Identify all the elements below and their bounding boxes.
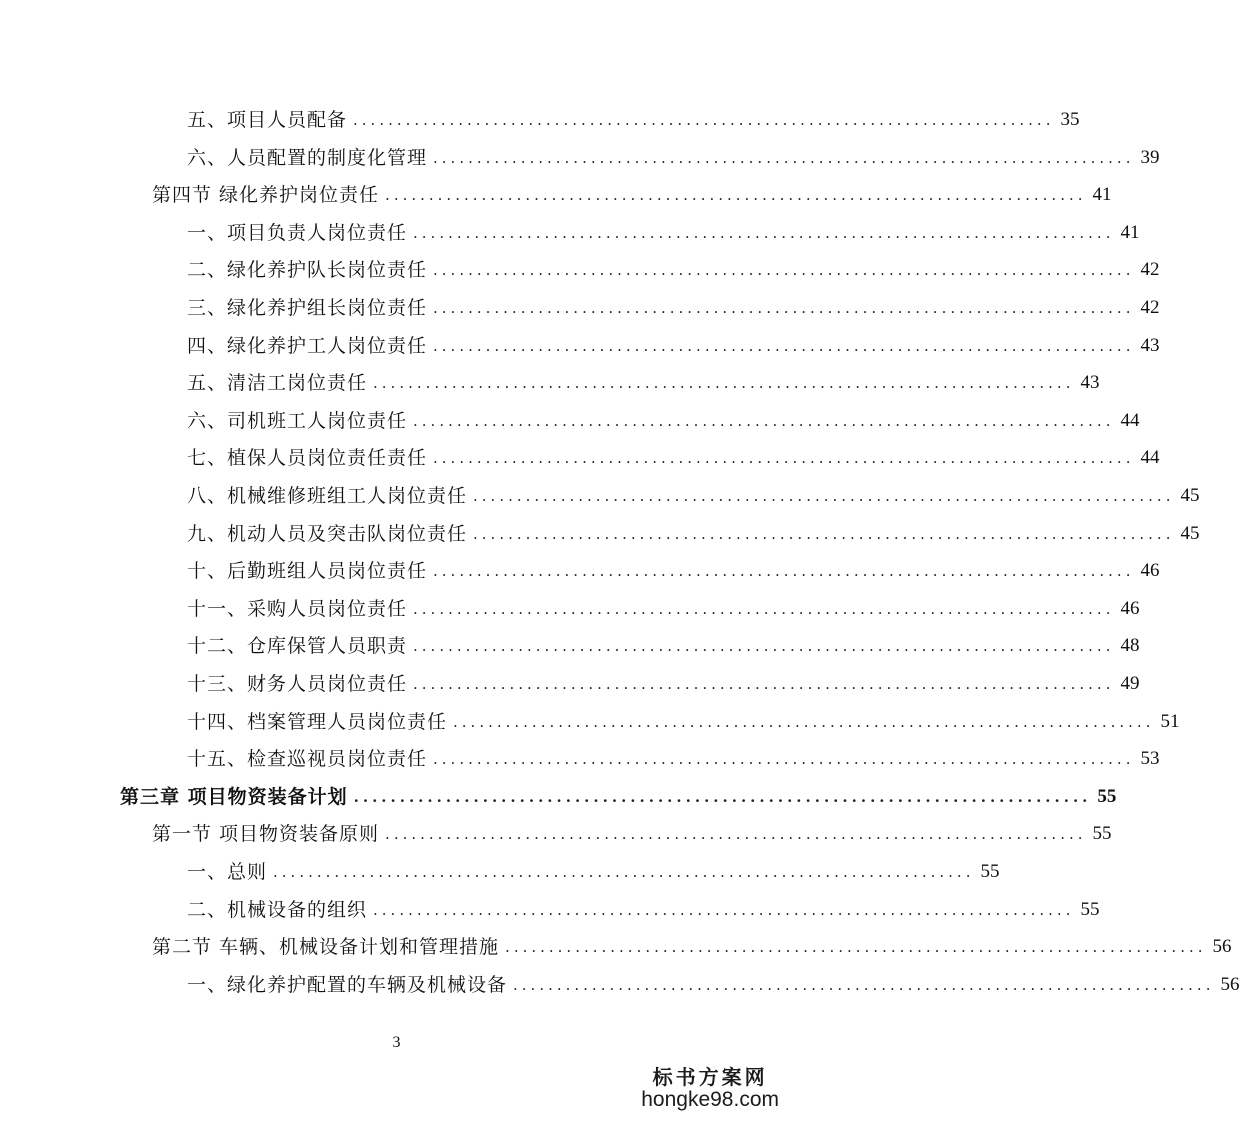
toc-entry-title: 二、机械设备的组织 — [187, 898, 368, 921]
toc-entry-title: 十五、检查巡视员岗位责任 — [187, 748, 428, 771]
toc-leader-dots: ................................................................................ — [513, 975, 1215, 994]
toc-entry-title: 十二、仓库保管人员职责 — [187, 635, 408, 658]
toc-entry-page: 51 — [1160, 710, 1180, 732]
toc-leader-dots: ................................................................................ — [433, 336, 1135, 355]
toc-entry-page: 45 — [1180, 522, 1200, 544]
toc-entry-page: 43 — [1080, 372, 1100, 394]
toc-entry-page: 39 — [1140, 146, 1160, 168]
toc-entry — [152, 819, 1112, 849]
toc-entry — [187, 594, 1140, 624]
toc-entry-title: 五、项目人员配备 — [187, 109, 348, 131]
toc-entry-title: 七、植保人员岗位责任责任 — [187, 447, 428, 470]
toc-leader-dots: ................................................................................ — [413, 675, 1115, 693]
toc-entry-title: 一、绿化养护配置的车辆及机械设备 — [187, 973, 508, 996]
toc-entry-page: 41 — [1092, 184, 1112, 206]
toc-entry — [187, 481, 1200, 511]
toc-entry-title: 第四节 绿化养护岗位责任 — [152, 184, 380, 207]
toc-entry — [187, 744, 1160, 774]
toc-entry-title: 第三章 项目物资装备计划 — [120, 785, 348, 808]
toc-entry-title: 四、绿化养护工人岗位责任 — [187, 334, 428, 357]
toc-entry — [187, 255, 1160, 285]
toc-entry-title: 五、清洁工岗位责任 — [187, 372, 368, 395]
toc-entry — [187, 707, 1180, 737]
toc-entry-page: 48 — [1120, 635, 1140, 657]
toc-entry-page: 44 — [1120, 409, 1140, 431]
toc-entry-page: 46 — [1140, 560, 1160, 582]
toc-entry — [187, 631, 1140, 661]
toc-entry — [187, 406, 1140, 436]
toc-entry-title: 十一、采购人员岗位责任 — [187, 597, 408, 620]
toc-entry — [187, 105, 1080, 135]
toc-leader-dots: ................................................................................ — [473, 524, 1175, 543]
toc-leader-dots: ................................................................................ — [433, 750, 1135, 769]
watermark-url: hongke98.com — [641, 1088, 779, 1111]
toc-leader-dots: ................................................................................ — [433, 299, 1135, 317]
toc-entry — [120, 782, 1117, 812]
toc-entry — [187, 443, 1160, 473]
toc-entry-page: 46 — [1120, 597, 1140, 619]
toc-entry-title: 十三、财务人员岗位责任 — [187, 673, 408, 695]
toc-entry-page: 43 — [1140, 334, 1160, 356]
toc-leader-dots: ................................................................................ — [273, 863, 975, 881]
toc-entry — [187, 218, 1140, 248]
site-watermark — [641, 1066, 779, 1111]
toc-entry-title: 二、绿化养护队长岗位责任 — [187, 259, 428, 282]
page-number: 3 — [392, 1034, 401, 1051]
toc-entry — [152, 180, 1112, 210]
toc-entry-page: 56 — [1220, 973, 1239, 995]
toc-entry-title: 十、后勤班组人员岗位责任 — [187, 560, 428, 583]
toc-entry-title: 一、总则 — [187, 861, 268, 883]
toc-leader-dots: ................................................................................ — [505, 938, 1207, 957]
toc-entry — [152, 932, 1232, 962]
toc-entry-title: 六、司机班工人岗位责任 — [187, 409, 408, 432]
toc-leader-dots: ................................................................................ — [385, 186, 1087, 205]
toc-leader-dots: ................................................................................ — [413, 411, 1115, 430]
toc-entry-page: 42 — [1140, 297, 1160, 318]
toc-leader-dots: ................................................................................ — [433, 148, 1135, 167]
toc-leader-dots: ................................................................................ — [433, 562, 1135, 581]
toc-entry-page: 49 — [1120, 673, 1140, 694]
toc-entry — [187, 895, 1100, 925]
toc-leader-dots: ................................................................................ — [353, 111, 1055, 129]
toc-entry-title: 第二节 车辆、机械设备计划和管理措施 — [152, 936, 500, 959]
toc-entry — [187, 556, 1160, 586]
toc-leader-dots: ................................................................................ — [433, 261, 1135, 280]
toc-entry — [187, 368, 1100, 398]
toc-leader-dots: ................................................................................ — [373, 374, 1075, 393]
toc-entry-page: 35 — [1060, 109, 1080, 130]
toc-entry-title: 第一节 项目物资装备原则 — [152, 823, 380, 846]
toc-entry-title: 三、绿化养护组长岗位责任 — [187, 297, 428, 319]
toc-entry-page: 53 — [1140, 748, 1160, 770]
toc-leader-dots: ................................................................................ — [353, 787, 1092, 806]
toc-entry-title: 八、机械维修班组工人岗位责任 — [187, 485, 468, 507]
toc-entry — [187, 143, 1160, 173]
toc-entry-title: 十四、档案管理人员岗位责任 — [187, 710, 448, 733]
toc-entry — [187, 519, 1200, 549]
toc-leader-dots: ................................................................................ — [413, 223, 1115, 242]
toc-leader-dots: ................................................................................ — [453, 712, 1155, 731]
toc-leader-dots: ................................................................................ — [385, 825, 1087, 844]
toc-leader-dots: ................................................................................ — [373, 900, 1075, 919]
toc-leader-dots: ................................................................................ — [413, 599, 1115, 618]
toc-entry-page: 42 — [1140, 259, 1160, 281]
toc-entry-page: 55 — [1092, 823, 1112, 845]
watermark-title: 标书方案网 — [652, 1065, 768, 1089]
toc-entry — [187, 293, 1160, 323]
toc-leader-dots: ................................................................................ — [433, 449, 1135, 468]
toc-entry-page: 41 — [1120, 221, 1140, 243]
toc-entry — [187, 970, 1239, 1000]
toc-entry-page: 55 — [980, 861, 1000, 882]
toc-entry-page: 55 — [1097, 785, 1117, 807]
toc-entry-title: 九、机动人员及突击队岗位责任 — [187, 522, 468, 545]
toc-entry-page: 56 — [1212, 936, 1232, 958]
toc-entry — [187, 331, 1160, 361]
toc-entry — [187, 857, 1000, 887]
toc-leader-dots: ................................................................................ — [473, 487, 1175, 505]
toc-entry-page: 55 — [1080, 898, 1100, 920]
toc-entry-title: 一、项目负责人岗位责任 — [187, 221, 408, 244]
toc-leader-dots: ................................................................................ — [413, 637, 1115, 656]
toc-entry — [187, 669, 1140, 699]
toc-entry-page: 44 — [1140, 447, 1160, 469]
toc-entry-title: 六、人员配置的制度化管理 — [187, 146, 428, 169]
toc-entry-page: 45 — [1180, 485, 1200, 506]
